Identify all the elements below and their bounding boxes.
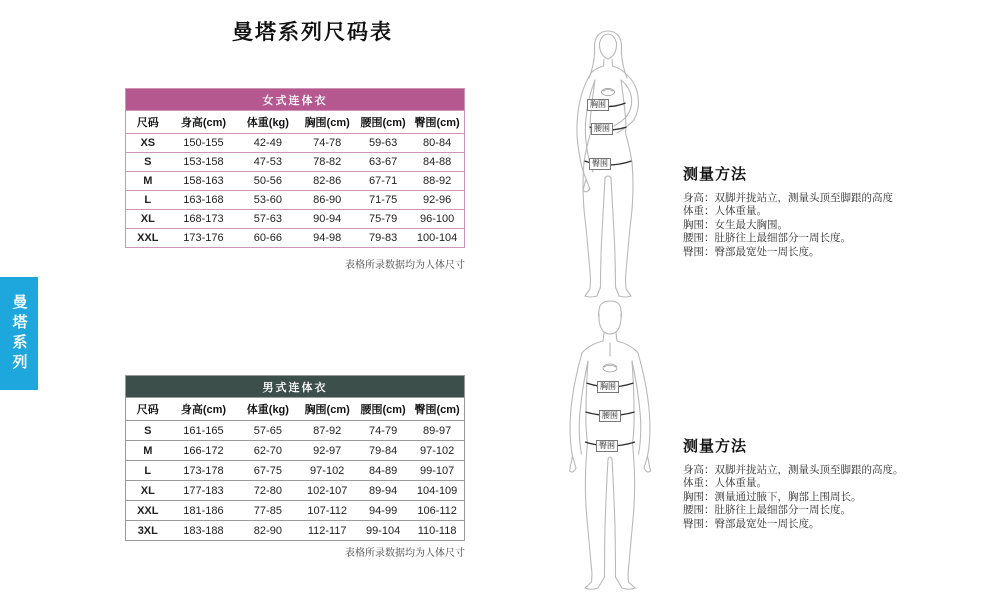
value-cell: 104-109 xyxy=(416,484,458,497)
table-row xyxy=(126,229,465,248)
column-header: 体重(kg) xyxy=(246,117,289,129)
value-cell: 74-78 xyxy=(313,137,342,149)
male-figure-illustration xyxy=(535,298,685,595)
value-cell: 177-183 xyxy=(183,484,224,497)
column-header: 臀围(cm) xyxy=(414,404,460,416)
value-cell: 112-117 xyxy=(307,524,347,537)
men-column-header-row xyxy=(126,398,465,421)
value-cell: 181-186 xyxy=(183,504,224,517)
value-cell: 90-94 xyxy=(313,213,342,225)
value-cell: 102-107 xyxy=(307,484,348,497)
table-row xyxy=(126,481,465,501)
value-cell: 173-178 xyxy=(183,464,224,477)
men-size-table xyxy=(125,375,465,541)
table-row xyxy=(126,521,465,541)
value-cell: 79-83 xyxy=(369,232,398,244)
measure-instruction: 身高：双脚并拢站立，测量头顶至脚跟的高度。 xyxy=(683,464,904,476)
value-cell: 150-155 xyxy=(183,137,224,149)
female-waist-label: 腰围 xyxy=(591,123,613,135)
table-row xyxy=(126,421,465,441)
women-table-body xyxy=(126,134,465,248)
measure-instruction: 腰围：肚脐往上最细部分一周长度。 xyxy=(683,504,851,517)
value-cell: 166-172 xyxy=(183,444,224,457)
table-row xyxy=(126,191,465,210)
table-row xyxy=(126,153,465,172)
female-hip-label: 臀围 xyxy=(589,158,611,170)
value-cell: 67-75 xyxy=(253,464,282,477)
size-cell: XXL xyxy=(137,232,159,244)
size-cell: XL xyxy=(140,213,155,225)
value-cell: 72-80 xyxy=(253,484,282,497)
value-cell: 89-94 xyxy=(369,484,398,497)
value-cell: 82-90 xyxy=(253,524,282,537)
value-cell: 60-66 xyxy=(253,232,282,244)
brand-logo xyxy=(602,88,615,95)
value-cell: 84-89 xyxy=(369,464,398,477)
series-side-tab: 曼塔系列 xyxy=(0,277,38,390)
women-measure-lines xyxy=(683,192,983,259)
page-title: 曼塔系列尺码表 xyxy=(232,21,393,44)
value-cell: 100-104 xyxy=(416,232,458,244)
women-column-header-row xyxy=(126,111,465,134)
table-row xyxy=(126,172,465,191)
value-cell: 63-67 xyxy=(369,156,398,168)
value-cell: 106-112 xyxy=(417,504,457,517)
value-cell: 62-70 xyxy=(253,444,282,457)
value-cell: 82-86 xyxy=(313,175,342,187)
men-measure-method xyxy=(683,435,983,531)
men-table-note: 表格所录数据均为人体尺寸 xyxy=(345,548,465,559)
value-cell: 53-60 xyxy=(253,194,282,206)
value-cell: 89-97 xyxy=(423,424,452,437)
value-cell: 80-84 xyxy=(423,137,452,149)
value-cell: 87-92 xyxy=(313,424,342,437)
size-cell: S xyxy=(144,156,152,168)
value-cell: 99-107 xyxy=(419,464,455,477)
male-waist-label: 腰围 xyxy=(599,410,621,422)
column-header: 臀围(cm) xyxy=(414,117,460,129)
size-cell: M xyxy=(143,175,153,187)
size-cell: 3XL xyxy=(137,524,158,537)
column-header: 腰围(cm) xyxy=(360,117,406,129)
female-chest-label: 胸围 xyxy=(587,99,609,111)
men-table-body xyxy=(126,421,465,541)
women-table-note: 表格所录数据均为人体尺寸 xyxy=(345,260,465,271)
size-cell: L xyxy=(144,464,152,477)
value-cell: 79-84 xyxy=(369,444,398,457)
table-row xyxy=(126,461,465,481)
value-cell: 158-163 xyxy=(183,175,224,187)
value-cell: 84-88 xyxy=(423,156,452,168)
value-cell: 94-98 xyxy=(313,232,342,244)
value-cell: 97-102 xyxy=(310,464,345,477)
measure-instruction: 腰围：肚脐往上最细部分一周长度。 xyxy=(683,232,851,245)
size-cell: XXL xyxy=(137,504,159,517)
women-measure-heading: 测量方法 xyxy=(683,166,748,183)
measure-instruction: 臀围：臀部最宽处一周长度。 xyxy=(683,517,820,530)
value-cell: 96-100 xyxy=(419,213,455,225)
column-header: 体重(kg) xyxy=(246,404,289,416)
value-cell: 42-49 xyxy=(253,137,282,149)
measure-instruction: 体重：人体重量。 xyxy=(683,205,767,218)
value-cell: 77-85 xyxy=(253,504,282,517)
women-table-title: 女式连体衣 xyxy=(126,89,465,111)
column-header: 尺码 xyxy=(136,117,159,129)
column-header: 身高(cm) xyxy=(180,117,227,129)
value-cell: 74-79 xyxy=(369,424,398,437)
table-row xyxy=(126,134,465,153)
value-cell: 71-75 xyxy=(369,194,398,206)
value-cell: 97-102 xyxy=(419,444,455,457)
value-cell: 173-176 xyxy=(183,232,224,244)
value-cell: 67-71 xyxy=(369,175,398,187)
size-cell: XS xyxy=(140,137,156,149)
value-cell: 86-90 xyxy=(313,194,342,206)
value-cell: 88-92 xyxy=(423,175,452,187)
value-cell: 92-97 xyxy=(313,444,342,457)
column-header: 胸围(cm) xyxy=(304,404,350,416)
value-cell: 94-99 xyxy=(369,504,398,517)
size-cell: L xyxy=(144,194,152,206)
women-table-title-row xyxy=(126,89,465,111)
men-table-title: 男式连体衣 xyxy=(126,376,465,398)
female-figure-illustration xyxy=(548,26,668,303)
value-cell: 75-79 xyxy=(369,213,398,225)
column-header: 腰围(cm) xyxy=(360,404,406,416)
measure-instruction: 胸围：测量通过腋下，胸部上围周长。 xyxy=(683,490,862,503)
value-cell: 59-63 xyxy=(369,137,398,149)
men-measure-heading: 测量方法 xyxy=(683,438,748,455)
value-cell: 110-118 xyxy=(417,524,457,537)
measure-instruction: 胸围：女生最大胸围。 xyxy=(683,218,788,231)
size-cell: S xyxy=(144,424,152,437)
value-cell: 47-53 xyxy=(253,156,282,168)
value-cell: 99-104 xyxy=(365,524,401,537)
column-header: 尺码 xyxy=(136,404,159,416)
size-cell: XL xyxy=(140,484,155,497)
table-row xyxy=(126,441,465,461)
value-cell: 57-63 xyxy=(253,213,282,225)
value-cell: 92-96 xyxy=(423,194,452,206)
measure-instruction: 臀围：臀部最宽处一周长度。 xyxy=(683,245,820,258)
value-cell: 168-173 xyxy=(183,213,224,225)
male-hip-label: 臀围 xyxy=(596,440,618,452)
table-row xyxy=(126,210,465,229)
men-measure-lines xyxy=(683,464,983,531)
value-cell: 50-56 xyxy=(253,175,282,187)
value-cell: 107-112 xyxy=(307,504,347,517)
value-cell: 153-158 xyxy=(183,156,224,168)
value-cell: 161-165 xyxy=(183,424,224,437)
measure-instruction: 体重：人体重量。 xyxy=(683,477,767,490)
male-chest-label: 胸围 xyxy=(597,381,619,393)
men-table-title-row xyxy=(126,376,465,398)
value-cell: 78-82 xyxy=(313,156,342,168)
value-cell: 57-65 xyxy=(253,424,282,437)
table-row xyxy=(126,501,465,521)
women-size-table xyxy=(125,88,465,248)
size-cell: M xyxy=(143,444,153,457)
column-header: 身高(cm) xyxy=(180,404,227,416)
value-cell: 183-188 xyxy=(183,524,224,537)
column-header: 胸围(cm) xyxy=(304,117,350,129)
value-cell: 163-168 xyxy=(183,194,224,206)
measure-instruction: 身高：双脚并拢站立，测量头顶至脚跟的高度 xyxy=(683,192,893,204)
brand-logo xyxy=(603,364,617,372)
women-measure-method xyxy=(683,163,983,259)
